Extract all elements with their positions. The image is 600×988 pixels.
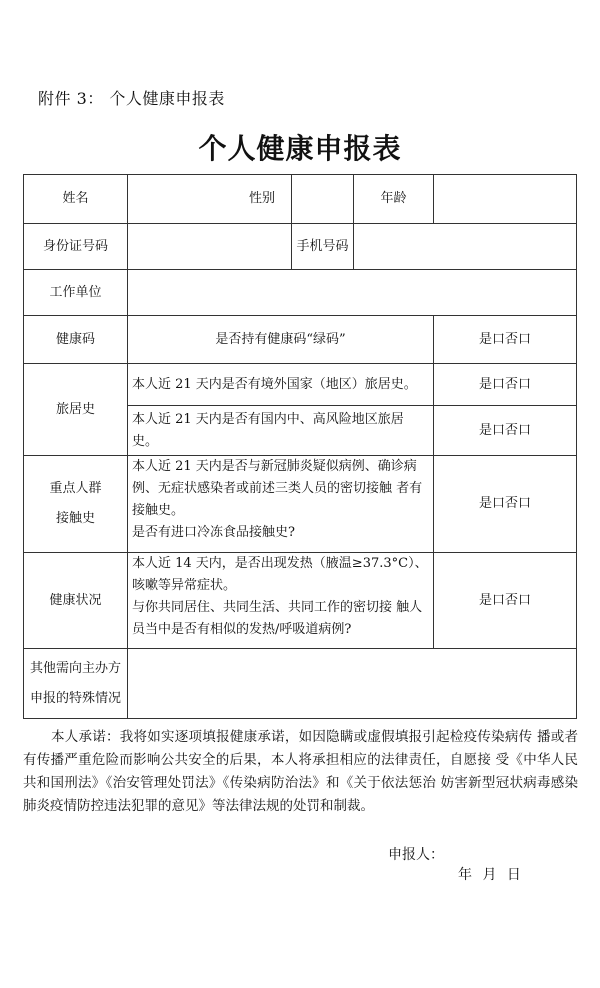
health-declaration-table bbox=[23, 174, 577, 719]
row-basic-info bbox=[24, 175, 577, 224]
contact-label-line2: 接触史 bbox=[55, 511, 95, 526]
row-other bbox=[24, 649, 577, 719]
phone-label: 手机号码 bbox=[292, 224, 354, 270]
travel-yes-no-1[interactable]: 是口否口 bbox=[434, 364, 577, 406]
travel-label: 旅居史 bbox=[24, 364, 128, 456]
name-label: 姓名 bbox=[24, 175, 128, 224]
phone-value[interactable] bbox=[354, 224, 577, 270]
contact-yes-no[interactable]: 是口否口 bbox=[434, 456, 577, 553]
id-value[interactable] bbox=[128, 224, 292, 270]
gender-label: 性别 bbox=[249, 191, 276, 206]
health-code-label: 健康码 bbox=[24, 316, 128, 364]
gender-value[interactable] bbox=[292, 175, 354, 224]
row-health-status bbox=[24, 553, 577, 649]
row-contact bbox=[24, 456, 577, 553]
name-gender-cell[interactable] bbox=[128, 175, 292, 224]
contact-questions bbox=[128, 456, 434, 553]
row-work bbox=[24, 270, 577, 316]
travel-question-2: 本人近 21 天内是否有国内中、高风险地区旅居史。 bbox=[128, 406, 434, 456]
contact-question-2: 是否有进口冷冻食品接触史? bbox=[132, 525, 295, 540]
travel-question-1: 本人近 21 天内是否有境外国家（地区）旅居史。 bbox=[128, 364, 434, 406]
health-code-yes-no[interactable]: 是口否口 bbox=[434, 316, 577, 364]
other-value[interactable] bbox=[128, 649, 577, 719]
other-label: 其他需向主办方申报的特殊情况 bbox=[24, 649, 128, 719]
date-label: 年 月 日 bbox=[458, 867, 521, 883]
status-question-1: 本人近 14 天内，是否出现发热（腋温≥37.3°C）、咳嗽等异常症状。 bbox=[132, 556, 428, 593]
contact-label-line1: 重点人群 bbox=[49, 481, 102, 496]
age-value[interactable] bbox=[434, 175, 577, 224]
id-label: 身份证号码 bbox=[24, 224, 128, 270]
status-questions bbox=[128, 553, 434, 649]
row-travel-1 bbox=[24, 364, 577, 406]
row-health-code bbox=[24, 316, 577, 364]
work-label: 工作单位 bbox=[24, 270, 128, 316]
attachment-label: 附件 3： 个人健康申报表 bbox=[38, 89, 225, 108]
row-id-phone bbox=[24, 224, 577, 270]
age-label: 年龄 bbox=[354, 175, 434, 224]
status-yes-no[interactable]: 是口否口 bbox=[434, 553, 577, 649]
status-question-2: 与你共同居住、共同生活、共同工作的密切接 触人员当中是否有相似的发热/呼吸道病例? bbox=[132, 600, 423, 637]
travel-yes-no-2[interactable]: 是口否口 bbox=[434, 406, 577, 456]
commitment-paragraph: 本人承诺：我将如实逐项填报健康承诺，如因隐瞒或虚假填报引起检疫传染病传 播或者有传播严重危险而影响公共安全的后果，本人将承担相应的法律责任，自愿接 受《中华人民共和国刑法》《治安管理处罚法》《传染病防治法》和《关于依法惩治 妨害新型冠状病毒感染肺炎疫情防控违法犯罪的意见》等法律法规的处罚和制裁。 bbox=[23, 729, 578, 814]
contact-label bbox=[24, 456, 128, 553]
contact-question-1: 本人近 21 天内是否与新冠肺炎疑似病例、确诊病例、无症状感染者或前述三类人员的密切接触 者有接触史。 bbox=[132, 459, 423, 518]
health-code-question: 是否持有健康码“绿码” bbox=[128, 316, 434, 364]
applicant-label: 申报人： bbox=[388, 847, 444, 863]
status-label: 健康状况 bbox=[24, 553, 128, 649]
work-value[interactable] bbox=[128, 270, 577, 316]
form-title: 个人健康申报表 bbox=[198, 132, 402, 165]
